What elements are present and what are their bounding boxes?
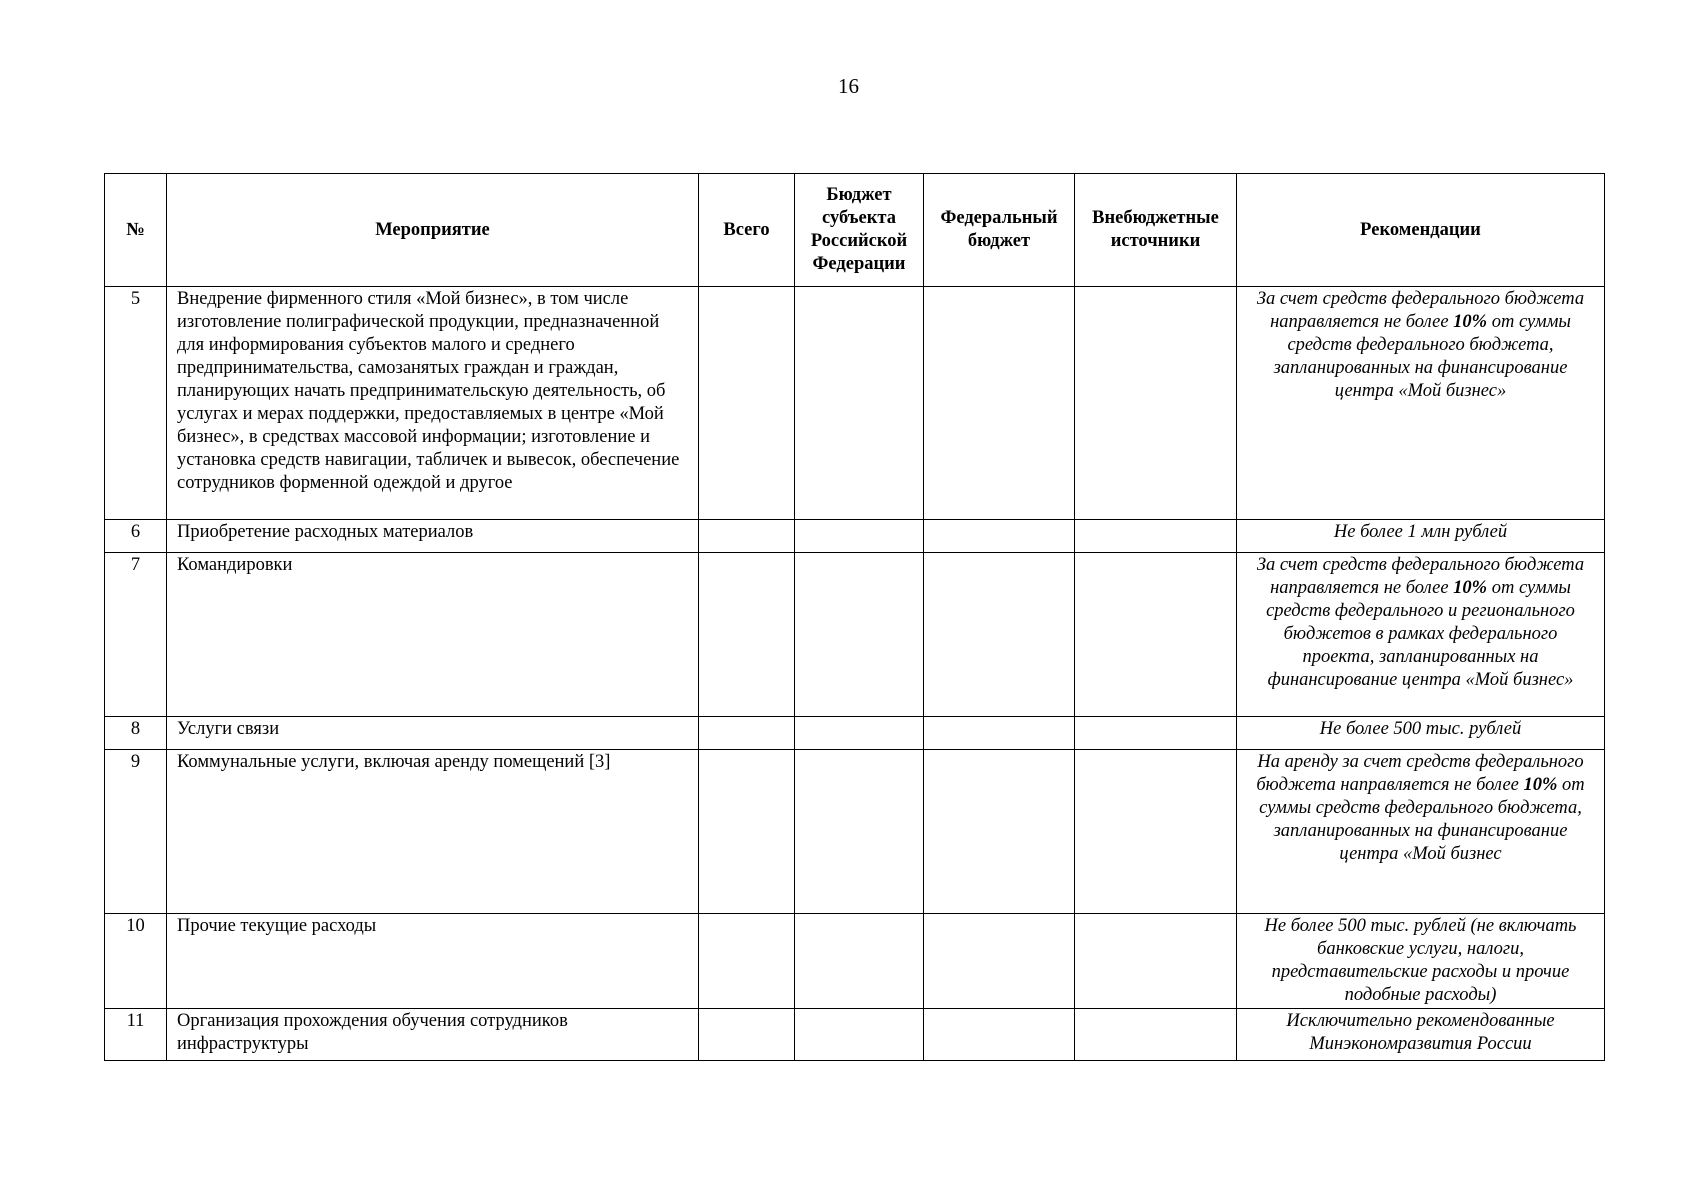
- table-row: [105, 750, 1605, 914]
- row-event: Командировки: [167, 553, 699, 717]
- page-number: 16: [838, 74, 859, 98]
- row-number: 9: [105, 750, 167, 914]
- header-total: Всего: [699, 174, 795, 287]
- cell-extra: [1075, 1009, 1237, 1061]
- cell-regional: [795, 914, 924, 1009]
- cell-federal: [924, 1009, 1075, 1061]
- row-event: Прочие текущие расходы: [167, 914, 699, 1009]
- row-event: Организация прохождения обучения сотрудников инфраструктуры: [167, 1009, 699, 1061]
- cell-regional: [795, 553, 924, 717]
- rec-text-bold: 10%: [1453, 312, 1488, 332]
- header-num: №: [105, 174, 167, 287]
- table-row: [105, 520, 1605, 553]
- cell-extra: [1075, 553, 1237, 717]
- header-regional-budget: Бюджет субъекта Российской Федерации: [795, 174, 924, 287]
- rec-text-post: от суммы средств федерального и регионального бюджетов в рамках федерального проекта, запланированных на финансирование центра «Мой бизнес»: [1266, 578, 1575, 690]
- cell-regional: [795, 1009, 924, 1061]
- cell-extra: [1075, 914, 1237, 1009]
- cell-federal: [924, 750, 1075, 914]
- rec-text-pre: Не более 500 тыс. рублей: [1319, 719, 1522, 739]
- cell-total: [699, 520, 795, 553]
- row-number: 11: [105, 1009, 167, 1061]
- cell-federal: [924, 553, 1075, 717]
- row-recommendation: [1237, 520, 1605, 553]
- table-row: [105, 553, 1605, 717]
- cell-extra: [1075, 520, 1237, 553]
- row-number: 7: [105, 553, 167, 717]
- cell-total: [699, 553, 795, 717]
- table-row: [105, 914, 1605, 1009]
- rec-text-pre: На аренду за счет средств федерального бюджета направляется не более: [1256, 752, 1584, 795]
- cell-regional: [795, 717, 924, 750]
- header-extra-budget: Внебюджетные источники: [1075, 174, 1237, 287]
- cell-extra: [1075, 750, 1237, 914]
- row-number: 8: [105, 717, 167, 750]
- header-recommendations: Рекомендации: [1237, 174, 1605, 287]
- cell-federal: [924, 520, 1075, 553]
- row-number: 10: [105, 914, 167, 1009]
- header-event: Мероприятие: [167, 174, 699, 287]
- row-number: 5: [105, 287, 167, 520]
- budget-table: [104, 173, 1605, 1061]
- row-recommendation: [1237, 914, 1605, 1009]
- cell-regional: [795, 750, 924, 914]
- rec-text-pre: Не более 1 млн рублей: [1333, 522, 1508, 542]
- rec-text-post: от суммы средств федерального бюджета, запланированных на финансирование центра «Мой бизнес»: [1273, 312, 1571, 401]
- table-row: [105, 1009, 1605, 1061]
- cell-total: [699, 1009, 795, 1061]
- rec-text-pre: За счет средств федерального бюджета направляется не более: [1256, 555, 1585, 598]
- row-recommendation: [1237, 553, 1605, 717]
- rec-text-pre: Исключительно рекомендованные Минэкономразвития России: [1286, 1011, 1555, 1054]
- cell-regional: [795, 287, 924, 520]
- rec-text-bold: 10%: [1523, 775, 1558, 795]
- table-row: [105, 717, 1605, 750]
- cell-federal: [924, 287, 1075, 520]
- row-number: 6: [105, 520, 167, 553]
- row-event: Коммунальные услуги, включая аренду помещений [3]: [167, 750, 699, 914]
- cell-regional: [795, 520, 924, 553]
- row-event: Приобретение расходных материалов: [167, 520, 699, 553]
- rec-text-post: от суммы средств федерального бюджета, запланированных на финансирование центра «Мой бизнес: [1259, 775, 1585, 864]
- row-recommendation: [1237, 717, 1605, 750]
- header-federal-budget: Федеральный бюджет: [924, 174, 1075, 287]
- cell-extra: [1075, 717, 1237, 750]
- cell-extra: [1075, 287, 1237, 520]
- table-header-row: [105, 174, 1605, 287]
- rec-text-bold: 10%: [1453, 578, 1488, 598]
- cell-total: [699, 914, 795, 1009]
- row-recommendation: [1237, 1009, 1605, 1061]
- row-event: Внедрение фирменного стиля «Мой бизнес», в том числе изготовление полиграфической продукции, предназначенной для информирования субъектов малого и среднего предпринимательства, самозанятых граждан и граждан, планирующих начать предпринимательскую деятельность, об услугах и мерах поддержки, предоставляемых в центре «Мой бизнес», в средствах массовой информации; изготовление и установка средств навигации, табличек и вывесок, обеспечение сотрудников форменной одеждой и другое: [167, 287, 699, 520]
- row-recommendation: [1237, 750, 1605, 914]
- cell-total: [699, 750, 795, 914]
- table-row: [105, 287, 1605, 520]
- row-recommendation: [1237, 287, 1605, 520]
- rec-text-pre: За счет средств федерального бюджета направляется не более: [1256, 289, 1585, 332]
- cell-federal: [924, 717, 1075, 750]
- cell-total: [699, 287, 795, 520]
- rec-text-pre: Не более 500 тыс. рублей (не включать банковские услуги, налоги, представительские расходы и прочие подобные расходы): [1264, 916, 1577, 1005]
- cell-total: [699, 717, 795, 750]
- row-event: Услуги связи: [167, 717, 699, 750]
- cell-federal: [924, 914, 1075, 1009]
